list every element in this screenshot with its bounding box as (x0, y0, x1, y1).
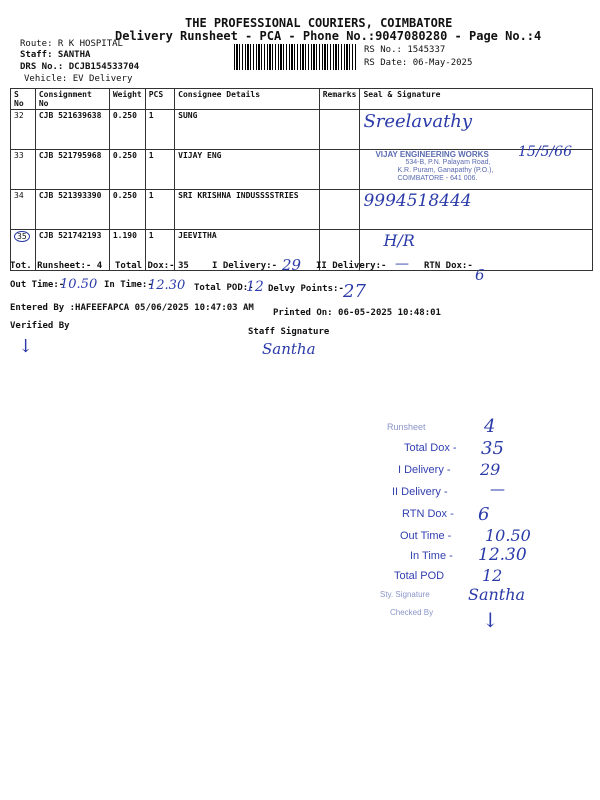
form-value: 29 (480, 460, 501, 479)
in-time-handwriting: 12.30 (148, 278, 186, 293)
verified-by-handwriting: ↓ (18, 336, 34, 357)
form-label: II Delivery - (392, 486, 448, 498)
col-header-weight: Weight (109, 89, 145, 110)
cell-seal (360, 144, 593, 190)
rtn-dox-label: RTN Dox:- (424, 261, 473, 271)
route-text: Route: R K HOSPITAL (20, 39, 123, 49)
cell-weight: 0.250 (109, 110, 145, 150)
cell-consignee: JEEVITHA (175, 230, 320, 271)
cell-sno: 33 (11, 150, 36, 190)
cell-pcs: 1 (145, 190, 174, 230)
delvy-points-handwriting: 27 (343, 281, 366, 302)
stamp-line: COIMBATORE - 641 006. (397, 175, 478, 182)
form-label: Out Time - (400, 530, 452, 542)
stamp-line: VIJAY ENGINEERING WORKS (375, 150, 489, 159)
form-label: RTN Dox - (402, 508, 454, 520)
staff-text: Staff: SANTHA (20, 50, 91, 60)
out-time-handwriting: 10.50 (60, 277, 98, 292)
form-value: 10.50 (485, 526, 531, 545)
total-dox-label: Total Dox:- (115, 261, 175, 271)
cell-weight: 0.250 (109, 190, 145, 230)
total-pod-label: Total POD:- (194, 283, 254, 293)
table-row (11, 150, 593, 190)
cell-consignee: SRI KRISHNA INDUSSSSTRIES (175, 190, 320, 230)
cell-consignee: VIJAY ENG (175, 150, 320, 190)
date-handwriting: 15/5/66 (518, 144, 572, 160)
col-header-consignment: Consignment No (35, 89, 109, 110)
printed-on: Printed On: 06-05-2025 10:48:01 (273, 308, 441, 318)
stamp-line: K.R. Puram, Ganapathy (P.O.), (397, 167, 494, 174)
form-value: 12 (482, 566, 503, 585)
table-row (11, 190, 593, 230)
form-label: Runsheet (387, 422, 426, 432)
stamp-line: 534-B, P.N. Palayam Road, (405, 159, 491, 166)
form-value: 6 (478, 504, 490, 525)
i-delivery-handwriting: 29 (282, 256, 302, 274)
form-value: ↓ (482, 608, 499, 632)
cell-remarks (319, 110, 360, 150)
delvy-points-label: Delvy Points:- (268, 284, 344, 294)
form-value: — (490, 480, 505, 498)
form-label: I Delivery - (398, 464, 451, 476)
form-label: Sty. Signature (380, 590, 430, 599)
rs-date: RS Date: 06-May-2025 (364, 58, 473, 68)
col-header-remarks: Remarks (319, 89, 360, 110)
form-value: 35 (481, 438, 504, 459)
delivery-table (10, 88, 593, 271)
col-header-sno: S No (11, 89, 36, 110)
col-header-consignee: Consignee Details (175, 89, 320, 110)
vehicle-text: Vehicle: EV Delivery (24, 74, 133, 84)
stamped-summary-form (380, 416, 590, 640)
tot-runsheet: Tot. Runsheet:- 4 (10, 261, 103, 271)
cell-seal (360, 190, 593, 230)
form-label: Checked By (390, 608, 434, 617)
staff-signature-label: Staff Signature (248, 327, 330, 337)
form-label: In Time - (410, 550, 453, 562)
cell-remarks (319, 190, 360, 230)
cell-pcs: 1 (145, 150, 174, 190)
ii-delivery-label: II Delivery:- (316, 261, 387, 271)
company-name: THE PROFESSIONAL COURIERS, COIMBATORE (185, 16, 453, 30)
i-delivery-label: I Delivery:- (212, 261, 278, 271)
cell-pcs: 1 (145, 110, 174, 150)
col-header-seal: Seal & Signature (360, 89, 593, 110)
form-label: Total POD (394, 570, 445, 582)
in-time-label: In Time:- (104, 280, 153, 290)
ii-delivery-handwriting: — (395, 256, 409, 272)
rs-no: RS No.: 1545337 (364, 45, 446, 55)
cell-sno: 34 (11, 190, 36, 230)
total-pod-handwriting: 12 (246, 279, 264, 295)
form-value: Santha (468, 585, 526, 604)
barcode (234, 44, 356, 70)
cell-consignment: CJB 521393390 (35, 190, 109, 230)
staff-signature-handwriting: Santha (262, 340, 316, 358)
cell-sno: 32 (11, 110, 36, 150)
verified-by-label: Verified By (10, 321, 70, 331)
cell-consignment: CJB 521639638 (35, 110, 109, 150)
cell-consignee: SUNG (175, 110, 320, 150)
cell-consignment: CJB 521742193 (35, 230, 109, 271)
form-value: 4 (484, 416, 496, 437)
table-row (11, 110, 593, 150)
col-header-pcs: PCS (145, 89, 174, 110)
initials-handwriting: H/R (383, 231, 415, 250)
cell-remarks (319, 150, 360, 190)
form-value: 12.30 (478, 545, 527, 565)
drs-text: DRS No.: DCJB154533704 (20, 62, 140, 72)
total-dox-value: 35 (178, 261, 189, 271)
signature-handwriting: Sreelavathy (363, 111, 473, 132)
cell-consignment: CJB 521795968 (35, 150, 109, 190)
table-header-row (11, 89, 593, 110)
phone-handwriting: 9994518444 (363, 191, 472, 211)
rtn-dox-handwriting: 6 (475, 266, 485, 284)
entered-by: Entered By :HAFEEFAPCA 05/06/2025 10:47:03 AM (10, 303, 254, 313)
out-time-label: Out Time:- (10, 280, 65, 290)
cell-weight: 0.250 (109, 150, 145, 190)
cell-pcs: 1 (145, 230, 174, 271)
form-label: Total Dox - (404, 442, 457, 454)
runsheet-title: Delivery Runsheet - PCA - Phone No.:9047080280 - Page No.:4 (115, 29, 542, 43)
cell-weight: 1.190 (109, 230, 145, 271)
circled-sno: 35 (14, 231, 30, 242)
